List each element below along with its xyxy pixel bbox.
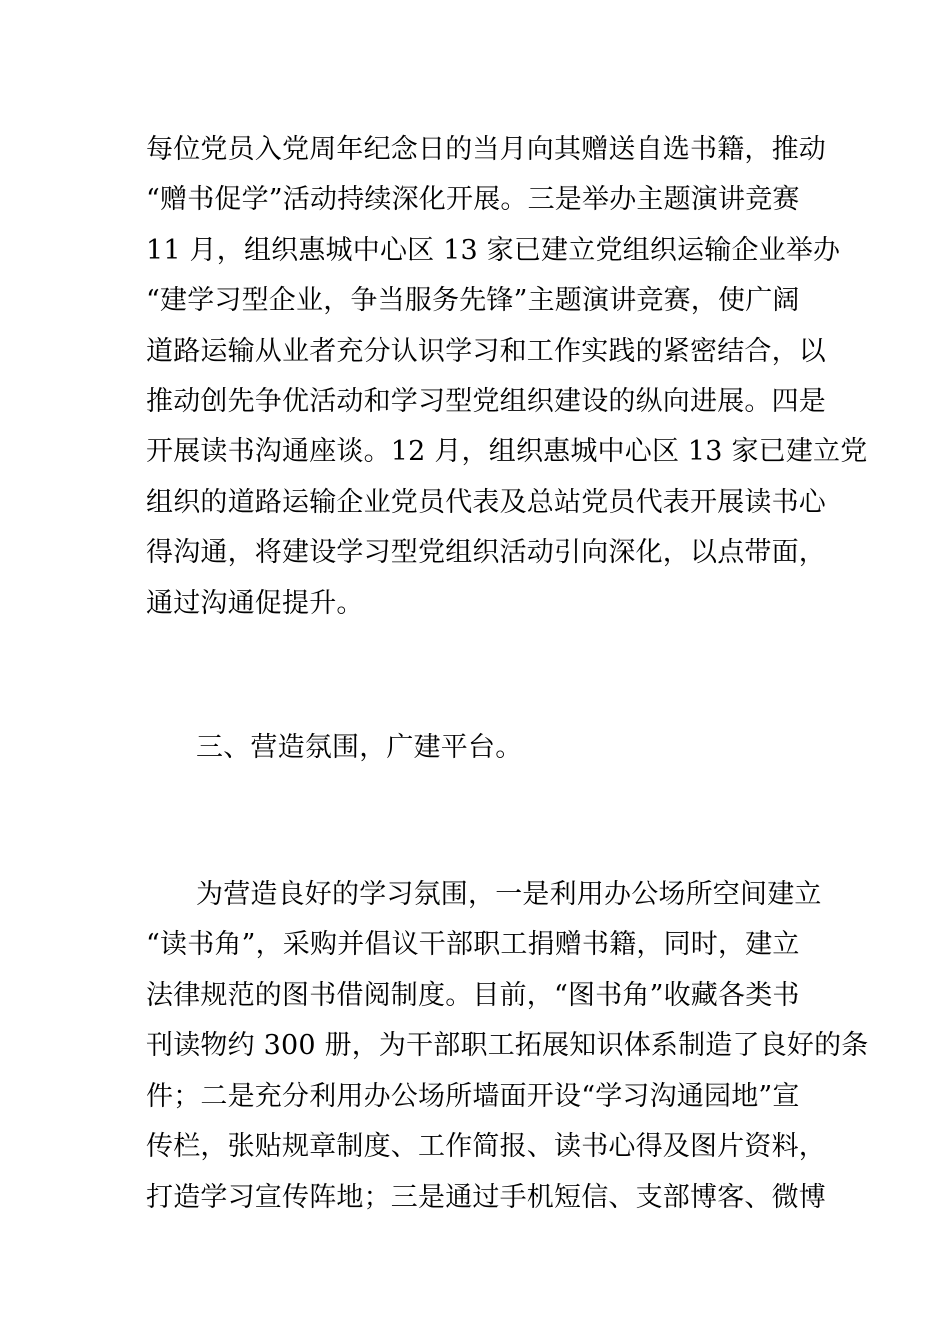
paragraph-2-line: 件；二是充分利用办公场所墙面开设“学习沟通园地”宣: [146, 1081, 800, 1112]
paragraph-2-line: 为营造良好的学习氛围，一是利用办公场所空间建立: [196, 879, 822, 910]
paragraph-1-line: 开展读书沟通座谈。12 月，组织惠城中心区 13 家已建立党: [146, 436, 868, 467]
paragraph-1-line: 推动创先争优活动和学习型党组织建设的纵向进展。四是: [146, 386, 826, 417]
paragraph-2-line: 刊读物约 300 册，为干部职工拓展知识体系制造了良好的条: [146, 1030, 869, 1061]
paragraph-1-line: 11 月，组织惠城中心区 13 家已建立党组织运输企业举办: [146, 235, 841, 266]
section-heading: 三、营造氛围，广建平台。: [196, 732, 523, 763]
paragraph-1-line: “赠书促学”活动持续深化开展。三是举办主题演讲竞赛: [146, 184, 800, 215]
paragraph-1-line: 通过沟通促提升。: [146, 588, 364, 619]
paragraph-1-line: 组织的道路运输企业党员代表及总站党员代表开展读书心: [146, 487, 826, 518]
paragraph-1-line: “建学习型企业，争当服务先锋”主题演讲竞赛，使广阔: [146, 285, 800, 316]
paragraph-2-line: “读书角”，采购并倡议干部职工捐赠书籍，同时，建立: [146, 929, 800, 960]
paragraph-1-line: 道路运输从业者充分认识学习和工作实践的紧密结合，以: [146, 336, 826, 367]
paragraph-1-line: 每位党员入党周年纪念日的当月向其赠送自选书籍，推动: [146, 134, 826, 165]
paragraph-2-line: 法律规范的图书借阅制度。目前，“图书角”收藏各类书: [146, 980, 800, 1011]
paragraph-2-line: 打造学习宣传阵地；三是通过手机短信、支部博客、微博: [146, 1182, 826, 1213]
paragraph-1-line: 得沟通，将建设学习型党组织活动引向深化，以点带面，: [146, 537, 826, 568]
paragraph-2-line: 传栏，张贴规章制度、工作简报、读书心得及图片资料，: [146, 1131, 826, 1162]
